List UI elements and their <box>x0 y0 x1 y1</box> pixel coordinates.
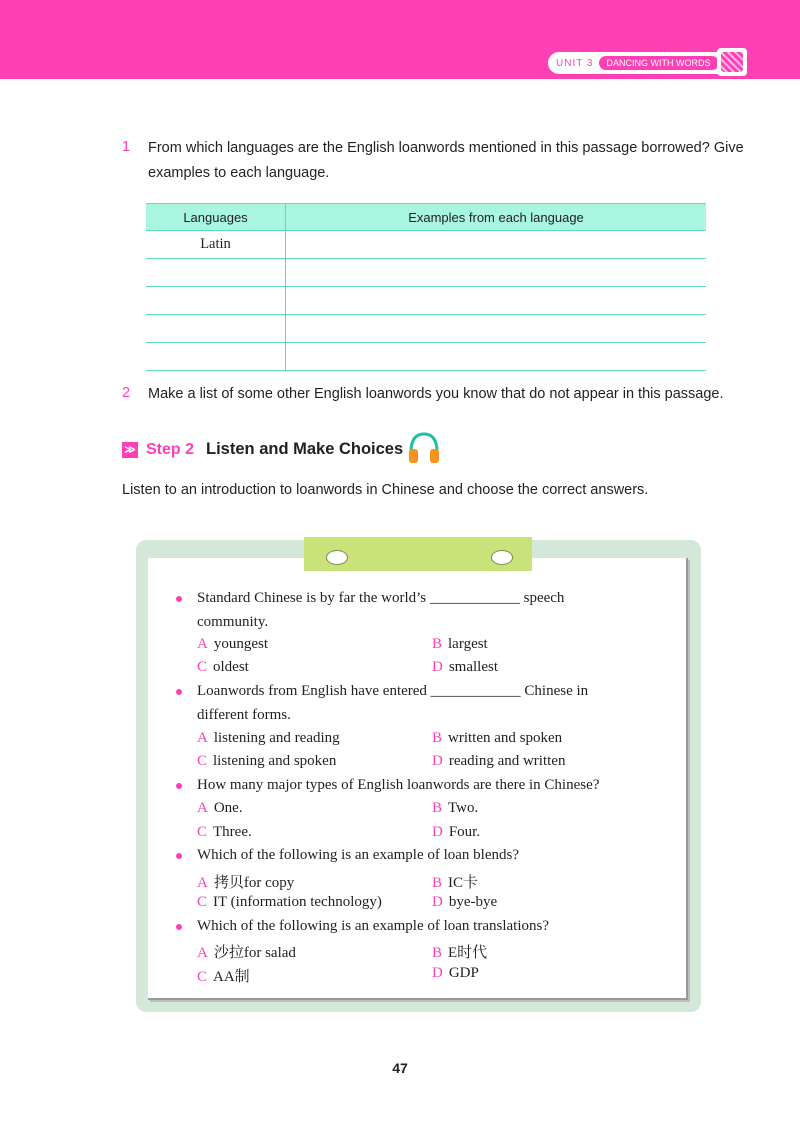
mcq-3-stem: How many major types of English loanwords are there in Chinese? <box>197 777 600 793</box>
bullet-icon <box>176 596 182 602</box>
mcq-1-stem-line-2: community. <box>197 613 269 630</box>
mcq-5-stem: Which of the following is an example of loan translations? <box>197 918 549 934</box>
table-cell[interactable] <box>146 315 286 343</box>
table-cell[interactable] <box>286 343 707 371</box>
question-2-number: 2 <box>122 385 131 401</box>
tab-hole-left <box>326 550 348 565</box>
table-row <box>146 231 706 259</box>
tab-hole-right <box>491 550 513 565</box>
mcq-2-option-a[interactable]: A listening and reading <box>197 730 340 746</box>
mcq-3-option-d[interactable]: D Four. <box>432 824 481 840</box>
mcq-1-stem-line-1: Standard Chinese is by far the world’s ____________ speech <box>197 590 565 606</box>
table-cell[interactable] <box>286 259 707 287</box>
table-cell[interactable] <box>286 315 707 343</box>
bullet-icon <box>176 783 182 789</box>
table-header-row <box>146 204 706 231</box>
mcq-1-option-a[interactable]: A youngest <box>197 636 269 652</box>
mcq-1-option-d[interactable]: D smallest <box>432 659 499 675</box>
mcq-4-option-c[interactable]: C IT (information technology) <box>197 894 382 910</box>
table-cell[interactable] <box>146 259 286 287</box>
bullet-icon <box>176 924 182 930</box>
question-1-line-2: examples to each language. <box>148 165 330 181</box>
unit-title: DANCING WITH WORDS <box>599 56 719 70</box>
step-label: Step 2 <box>146 440 195 458</box>
mcq-1-option-b[interactable]: B largest <box>432 636 488 652</box>
mcq-5-option-c[interactable]: C AA制 <box>197 969 250 985</box>
table-cell[interactable] <box>286 287 707 315</box>
mcq-1-stem <box>197 587 637 634</box>
instruction-text: Listen to an introduction to loanwords in Chinese and choose the correct answers. <box>122 482 649 498</box>
mcq-2-stem-line-2: different forms. <box>197 706 291 723</box>
mcq-1-option-c[interactable]: C oldest <box>197 659 249 675</box>
languages-table <box>146 203 706 371</box>
table-cell[interactable]: Latin <box>146 231 286 259</box>
bullet-icon <box>176 689 182 695</box>
mcq-2-option-c[interactable]: C listening and spoken <box>197 753 337 769</box>
table-header-examples: Examples from each language <box>286 204 707 231</box>
step-arrow-icon: ≫ <box>122 442 138 458</box>
table-row <box>146 343 706 371</box>
table-row <box>146 259 706 287</box>
mcq-2-stem <box>197 680 637 727</box>
question-2-text: Make a list of some other English loanwords you know that do not appear in this passage. <box>148 386 724 402</box>
question-1-number: 1 <box>122 139 131 155</box>
page-number: 47 <box>392 1060 408 1076</box>
mcq-5-option-b[interactable]: B E时代 <box>432 945 488 961</box>
mcq-2-option-d[interactable]: D reading and written <box>432 753 566 769</box>
mcq-4-option-b[interactable]: B IC卡 <box>432 875 479 891</box>
unit-tag <box>548 52 725 74</box>
mcq-5-option-a[interactable]: A 沙拉for salad <box>197 945 296 961</box>
headphones-icon <box>406 430 442 466</box>
table-row <box>146 315 706 343</box>
mcq-2-stem-line-1: Loanwords from English have entered ____________ Chinese in <box>197 683 589 699</box>
table-cell[interactable] <box>146 287 286 315</box>
question-1-text <box>148 136 744 186</box>
table-header-languages: Languages <box>146 204 286 231</box>
table-row <box>146 287 706 315</box>
mcq-4-stem: Which of the following is an example of loan blends? <box>197 847 519 863</box>
bullet-icon <box>176 853 182 859</box>
table-cell[interactable] <box>146 343 286 371</box>
mcq-2-option-b[interactable]: B written and spoken <box>432 730 563 746</box>
mcq-3-option-b[interactable]: B Two. <box>432 800 479 816</box>
mcq-3-option-a[interactable]: A One. <box>197 800 243 816</box>
unit-label: UNIT 3 <box>556 57 594 69</box>
step-title: Listen and Make Choices <box>206 440 404 458</box>
step-heading <box>122 440 403 459</box>
question-1-line-1: From which languages are the English loanwords mentioned in this passage borrowed? Give <box>148 140 744 156</box>
unit-logo-icon <box>717 48 747 76</box>
mcq-3-option-c[interactable]: C Three. <box>197 824 252 840</box>
table-cell[interactable] <box>286 231 707 259</box>
mcq-5-option-d[interactable]: D GDP <box>432 965 479 981</box>
mcq-4-option-a[interactable]: A 拷贝for copy <box>197 875 295 891</box>
mcq-4-option-d[interactable]: D bye-bye <box>432 894 498 910</box>
